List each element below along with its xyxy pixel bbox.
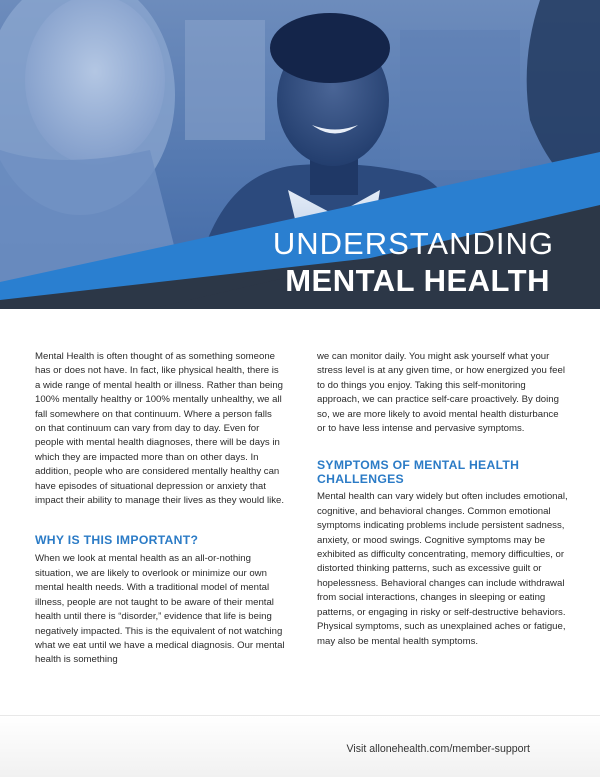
- footer-link[interactable]: Visit allonehealth.com/member-support: [346, 743, 530, 755]
- symptoms-paragraph: Mental health can vary widely but often includes emotional, cognitive, and behavioral changes. Common emotional symptoms indicating problems include persistent sadness, anxiety, or mood swings. Cognitive symptoms may be exhibited as difficulty concentrating, memory difficulties, or distorted thinking patterns, such as excessive guilt or hopelessness. Behavioral changes can include withdrawal from social interactions, changes in sleeping or eating patterns, or engaging in risky or self-destructive behaviors. Physical symptoms, such as unexplained aches or fatigue, may also be mental health symptoms.: [317, 491, 568, 647]
- footer: [0, 715, 600, 777]
- why-important-paragraph: When we look at mental health as an all-or-nothing situation, we are likely to overlook or minimize our own mental health needs. With a traditional model of mental illness, people are not taught to be aware of their mental health until there is “disorder,” evidence that life is being negatively impacted. This is the equivalent of not watching what we eat until we have a medical diagnosis. Our mental health is something: [35, 553, 285, 666]
- title-line-1: UNDERSTANDING: [272, 226, 554, 261]
- continuation-paragraph: we can monitor daily. You might ask yourself what your stress level is at any given time, or how energized you feel to do things you enjoy. Taking this self-monitoring approach, we can practice self-care proactively. By doing so, we are more likely to avoid mental health disturbance or to have less intense and pervasive symptoms.: [317, 351, 565, 435]
- intro-paragraph: Mental Health is often thought of as something someone has or does not have. In fact, like physical health, there is a wide range of mental health or illness. Rather than being 100% mentally healthy or 100% mentally unhealthy, we all fall somewhere on that continuum. Where a person falls on that continuum can vary from day to day. Even for people with mental health diagnoses, there will be days in which they are impacted more than on other days. In addition, people who are considered mentally healthy can have episodes of situational depression or anxiety that impact their ability to manage their lives as they would like.: [35, 351, 285, 507]
- title-line-2: MENTAL HEALTH: [285, 263, 550, 298]
- right-column: [317, 350, 569, 649]
- why-important-heading: WHY IS THIS IMPORTANT?: [35, 533, 199, 548]
- hero-title: [0, 0, 600, 309]
- hero-banner: [0, 0, 600, 309]
- left-column: [35, 350, 285, 668]
- symptoms-heading: SYMPTOMS OF MENTAL HEALTH CHALLENGES: [317, 458, 520, 487]
